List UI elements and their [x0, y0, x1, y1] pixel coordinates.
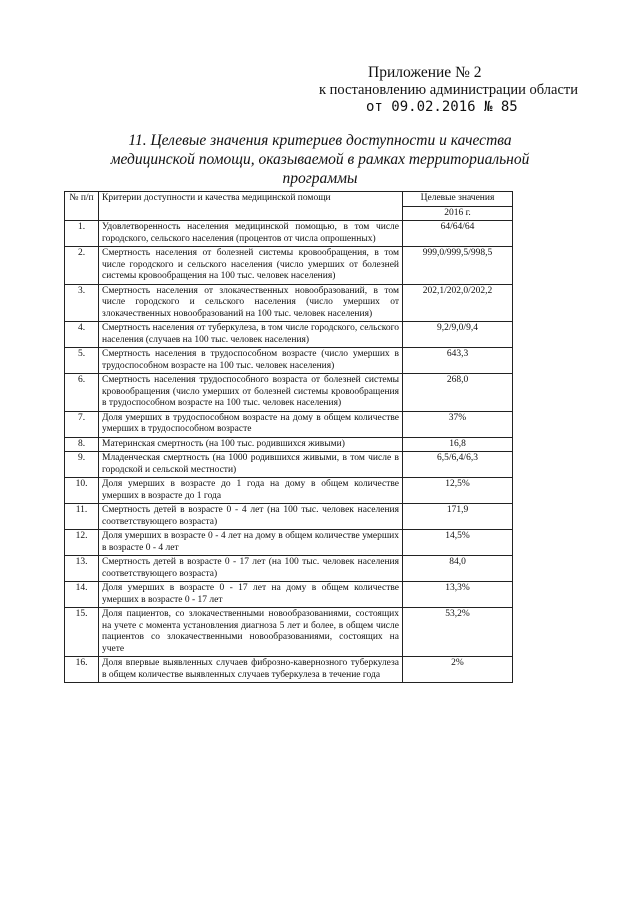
row-target-value: 2% — [403, 657, 513, 683]
row-criterion: Смертность населения от туберкулеза, в том числе городского, сельского населения (случаев на 100 тыс. человек населения) — [99, 322, 403, 348]
table-row — [65, 657, 513, 683]
table-row — [65, 504, 513, 530]
row-number: 9. — [65, 452, 99, 478]
row-target-value: 84,0 — [403, 556, 513, 582]
row-target-value: 53,2% — [403, 608, 513, 657]
appendix-title: Приложение № 2 — [368, 64, 482, 81]
column-header-year: 2016 г. — [403, 206, 513, 221]
row-criterion: Смертность населения трудоспособного возраста от болезней системы кровообращения (число умерших от болезней системы кровообращения в трудоспособном возрасте на 100 тыс. человек населения) — [99, 374, 403, 412]
row-criterion: Доля умерших в возрасте 0 - 17 лет на дому в общем количестве умерших в возрасте 0 - 17 лет — [99, 582, 403, 608]
row-number: 1. — [65, 221, 99, 247]
table-row — [65, 478, 513, 504]
row-number: 7. — [65, 411, 99, 437]
row-target-value: 37% — [403, 411, 513, 437]
row-target-value: 9,2/9,0/9,4 — [403, 322, 513, 348]
row-target-value: 643,3 — [403, 348, 513, 374]
row-target-value: 13,3% — [403, 582, 513, 608]
row-criterion: Материнская смертность (на 100 тыс. родившихся живыми) — [99, 437, 403, 452]
row-target-value: 171,9 — [403, 504, 513, 530]
row-target-value: 999,0/999,5/998,5 — [403, 247, 513, 285]
table-row — [65, 284, 513, 322]
row-criterion: Смертность населения от болезней системы кровообращения, в том числе городского и сельского населения (число умерших от болезней системы кровообращения на 100 тыс. человек населения) — [99, 247, 403, 285]
row-number: 15. — [65, 608, 99, 657]
row-number: 4. — [65, 322, 99, 348]
row-target-value: 14,5% — [403, 530, 513, 556]
table-row — [65, 247, 513, 285]
table-row — [65, 452, 513, 478]
row-target-value: 12,5% — [403, 478, 513, 504]
section-title: 11. Целевые значения критериев доступности и качества медицинской помощи, оказываемой в рамках территориальной программы — [110, 132, 530, 187]
table-row — [65, 556, 513, 582]
decree-date: от 09.02.2016 № 85 — [366, 99, 518, 115]
row-number: 6. — [65, 374, 99, 412]
row-number: 13. — [65, 556, 99, 582]
row-number: 3. — [65, 284, 99, 322]
column-header-number: № п/п — [65, 192, 99, 221]
row-criterion: Смертность населения от злокачественных новообразований, в том числе городского и сельского населения (число умерших от злокачественных новообразований на 100 тыс. человек населения) — [99, 284, 403, 322]
row-criterion: Доля пациентов, со злокачественными новообразованиями, состоящих на учете с момента установления диагноза 5 лет и более, в общем числе пациентов со злокачественными новообразованиями, состоящих на учете — [99, 608, 403, 657]
row-criterion: Доля умерших в возрасте до 1 года на дому в общем количестве умерших в возрасте до 1 года — [99, 478, 403, 504]
table-row — [65, 221, 513, 247]
decree-reference: к постановлению администрации области — [318, 82, 578, 98]
table-row — [65, 437, 513, 452]
column-header-target: Целевые значения — [403, 192, 513, 207]
row-number: 8. — [65, 437, 99, 452]
table-row — [65, 411, 513, 437]
row-target-value: 16,8 — [403, 437, 513, 452]
table-row — [65, 530, 513, 556]
row-target-value: 202,1/202,0/202,2 — [403, 284, 513, 322]
row-criterion: Смертность детей в возрасте 0 - 17 лет (на 100 тыс. человек населения соответствующего возраста) — [99, 556, 403, 582]
row-criterion: Доля впервые выявленных случаев фиброзно-кавернозного туберкулеза в общем количестве выявленных случаев туберкулеза в течение года — [99, 657, 403, 683]
table-row — [65, 582, 513, 608]
table-row — [65, 348, 513, 374]
row-number: 5. — [65, 348, 99, 374]
row-number: 2. — [65, 247, 99, 285]
row-number: 14. — [65, 582, 99, 608]
row-criterion: Удовлетворенность населения медицинской помощью, в том числе городского, сельского населения (процентов от числа опрошенных) — [99, 221, 403, 247]
row-target-value: 64/64/64 — [403, 221, 513, 247]
row-number: 11. — [65, 504, 99, 530]
table-header-row — [65, 192, 513, 207]
row-target-value: 6,5/6,4/6,3 — [403, 452, 513, 478]
row-criterion: Смертность населения в трудоспособном возрасте (число умерших в трудоспособном возрасте на 100 тыс. человек населения) — [99, 348, 403, 374]
row-criterion: Младенческая смертность (на 1000 родившихся живыми, в том числе в городской и сельской местности) — [99, 452, 403, 478]
table-row — [65, 608, 513, 657]
row-criterion: Доля умерших в трудоспособном возрасте на дому в общем количестве умерших в трудоспособном возрасте — [99, 411, 403, 437]
column-header-criteria: Критерии доступности и качества медицинской помощи — [99, 192, 403, 221]
row-criterion: Смертность детей в возрасте 0 - 4 лет (на 100 тыс. человек населения соответствующего возраста) — [99, 504, 403, 530]
document-header — [318, 63, 578, 116]
table-row — [65, 374, 513, 412]
row-number: 10. — [65, 478, 99, 504]
row-criterion: Доля умерших в возрасте 0 - 4 лет на дому в общем количестве умерших в возрасте 0 - 4 лет — [99, 530, 403, 556]
row-target-value: 268,0 — [403, 374, 513, 412]
criteria-table — [64, 191, 513, 683]
row-number: 16. — [65, 657, 99, 683]
row-number: 12. — [65, 530, 99, 556]
table-row — [65, 322, 513, 348]
